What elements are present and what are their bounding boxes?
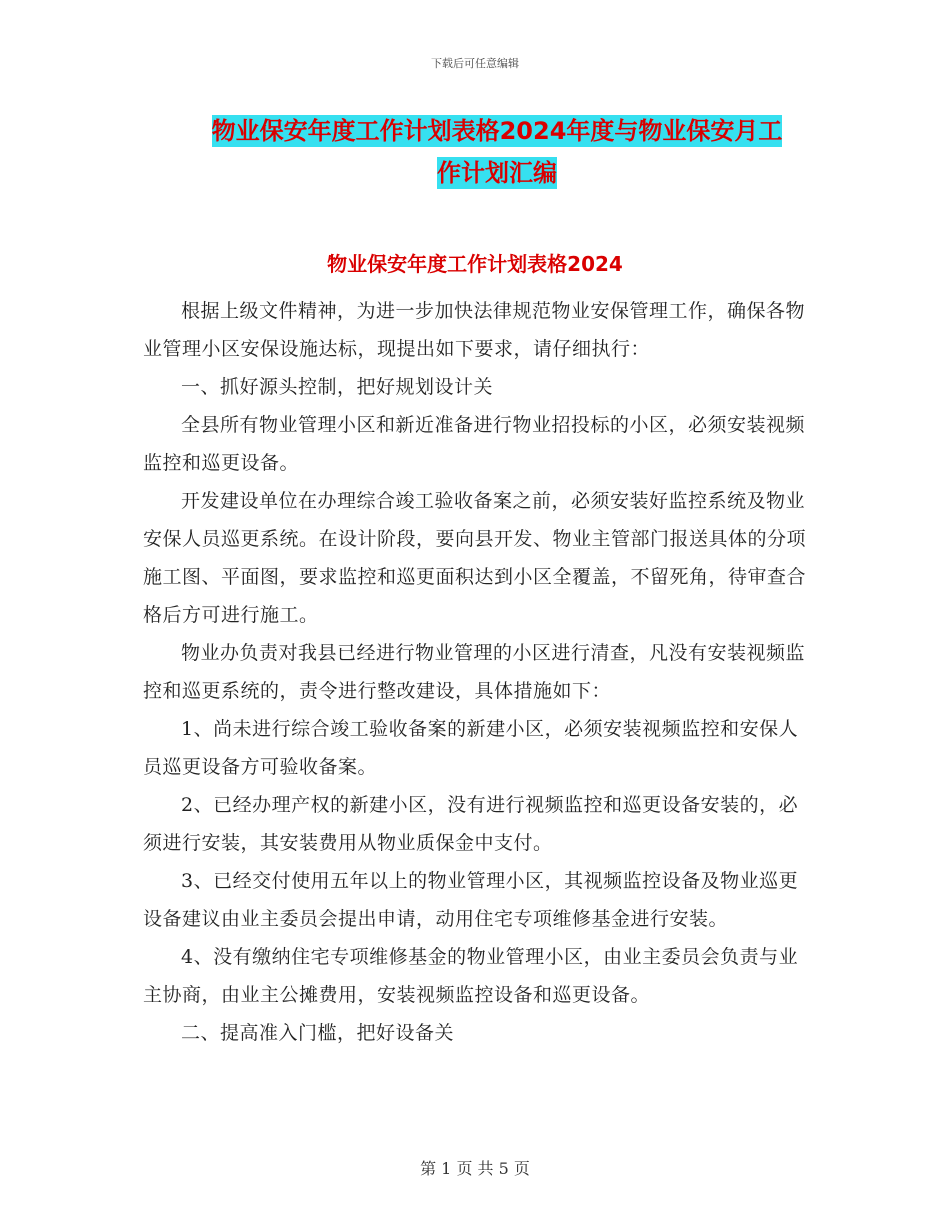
paragraph: 1、尚未进行综合竣工验收备案的新建小区，必须安装视频监控和安保人员巡更设备方可验收备案。: [143, 718, 799, 778]
page-header-note: 下载后可任意编辑: [431, 57, 519, 70]
paragraph: 二、提高准入门槛，把好设备关: [181, 1022, 455, 1044]
paragraph: 3、已经交付使用五年以上的物业管理小区，其视频监控设备及物业巡更设备建议由业主委员会提出申请，动用住宅专项维修基金进行安装。: [143, 870, 799, 930]
paragraph: 物业办负责对我县已经进行物业管理的小区进行清查，凡没有安装视频监控和巡更系统的，责令进行整改建设，具体措施如下：: [143, 642, 806, 702]
page-number-footer: 第 1 页 共 5 页: [420, 1159, 530, 1178]
title-line-2: 作计划汇编: [437, 159, 557, 187]
title-line-1: 物业保安年度工作计划表格2024年度与物业保安月工: [211, 117, 783, 145]
document-title: [187, 110, 807, 194]
document-body: [143, 292, 813, 1052]
section-title: 物业保安年度工作计划表格2024: [327, 252, 623, 276]
paragraph: 开发建设单位在办理综合竣工验收备案之前，必须安装好监控系统及物业安保人员巡更系统。在设计阶段，要向县开发、物业主管部门报送具体的分项施工图、平面图，要求监控和巡更面积达到小区全覆盖，不留死角，待审查合格后方可进行施工。: [143, 490, 807, 626]
paragraph: 根据上级文件精神，为进一步加快法律规范物业安保管理工作，确保各物业管理小区安保设施达标，现提出如下要求，请仔细执行：: [143, 300, 806, 360]
paragraph: 2、已经办理产权的新建小区，没有进行视频监控和巡更设备安装的，必须进行安装，其安装费用从物业质保金中支付。: [143, 794, 799, 854]
paragraph: 全县所有物业管理小区和新近准备进行物业招投标的小区，必须安装视频监控和巡更设备。: [143, 414, 806, 474]
paragraph: 4、没有缴纳住宅专项维修基金的物业管理小区，由业主委员会负责与业主协商，由业主公摊费用，安装视频监控设备和巡更设备。: [143, 946, 799, 1006]
paragraph: 一、抓好源头控制，把好规划设计关: [181, 376, 494, 398]
